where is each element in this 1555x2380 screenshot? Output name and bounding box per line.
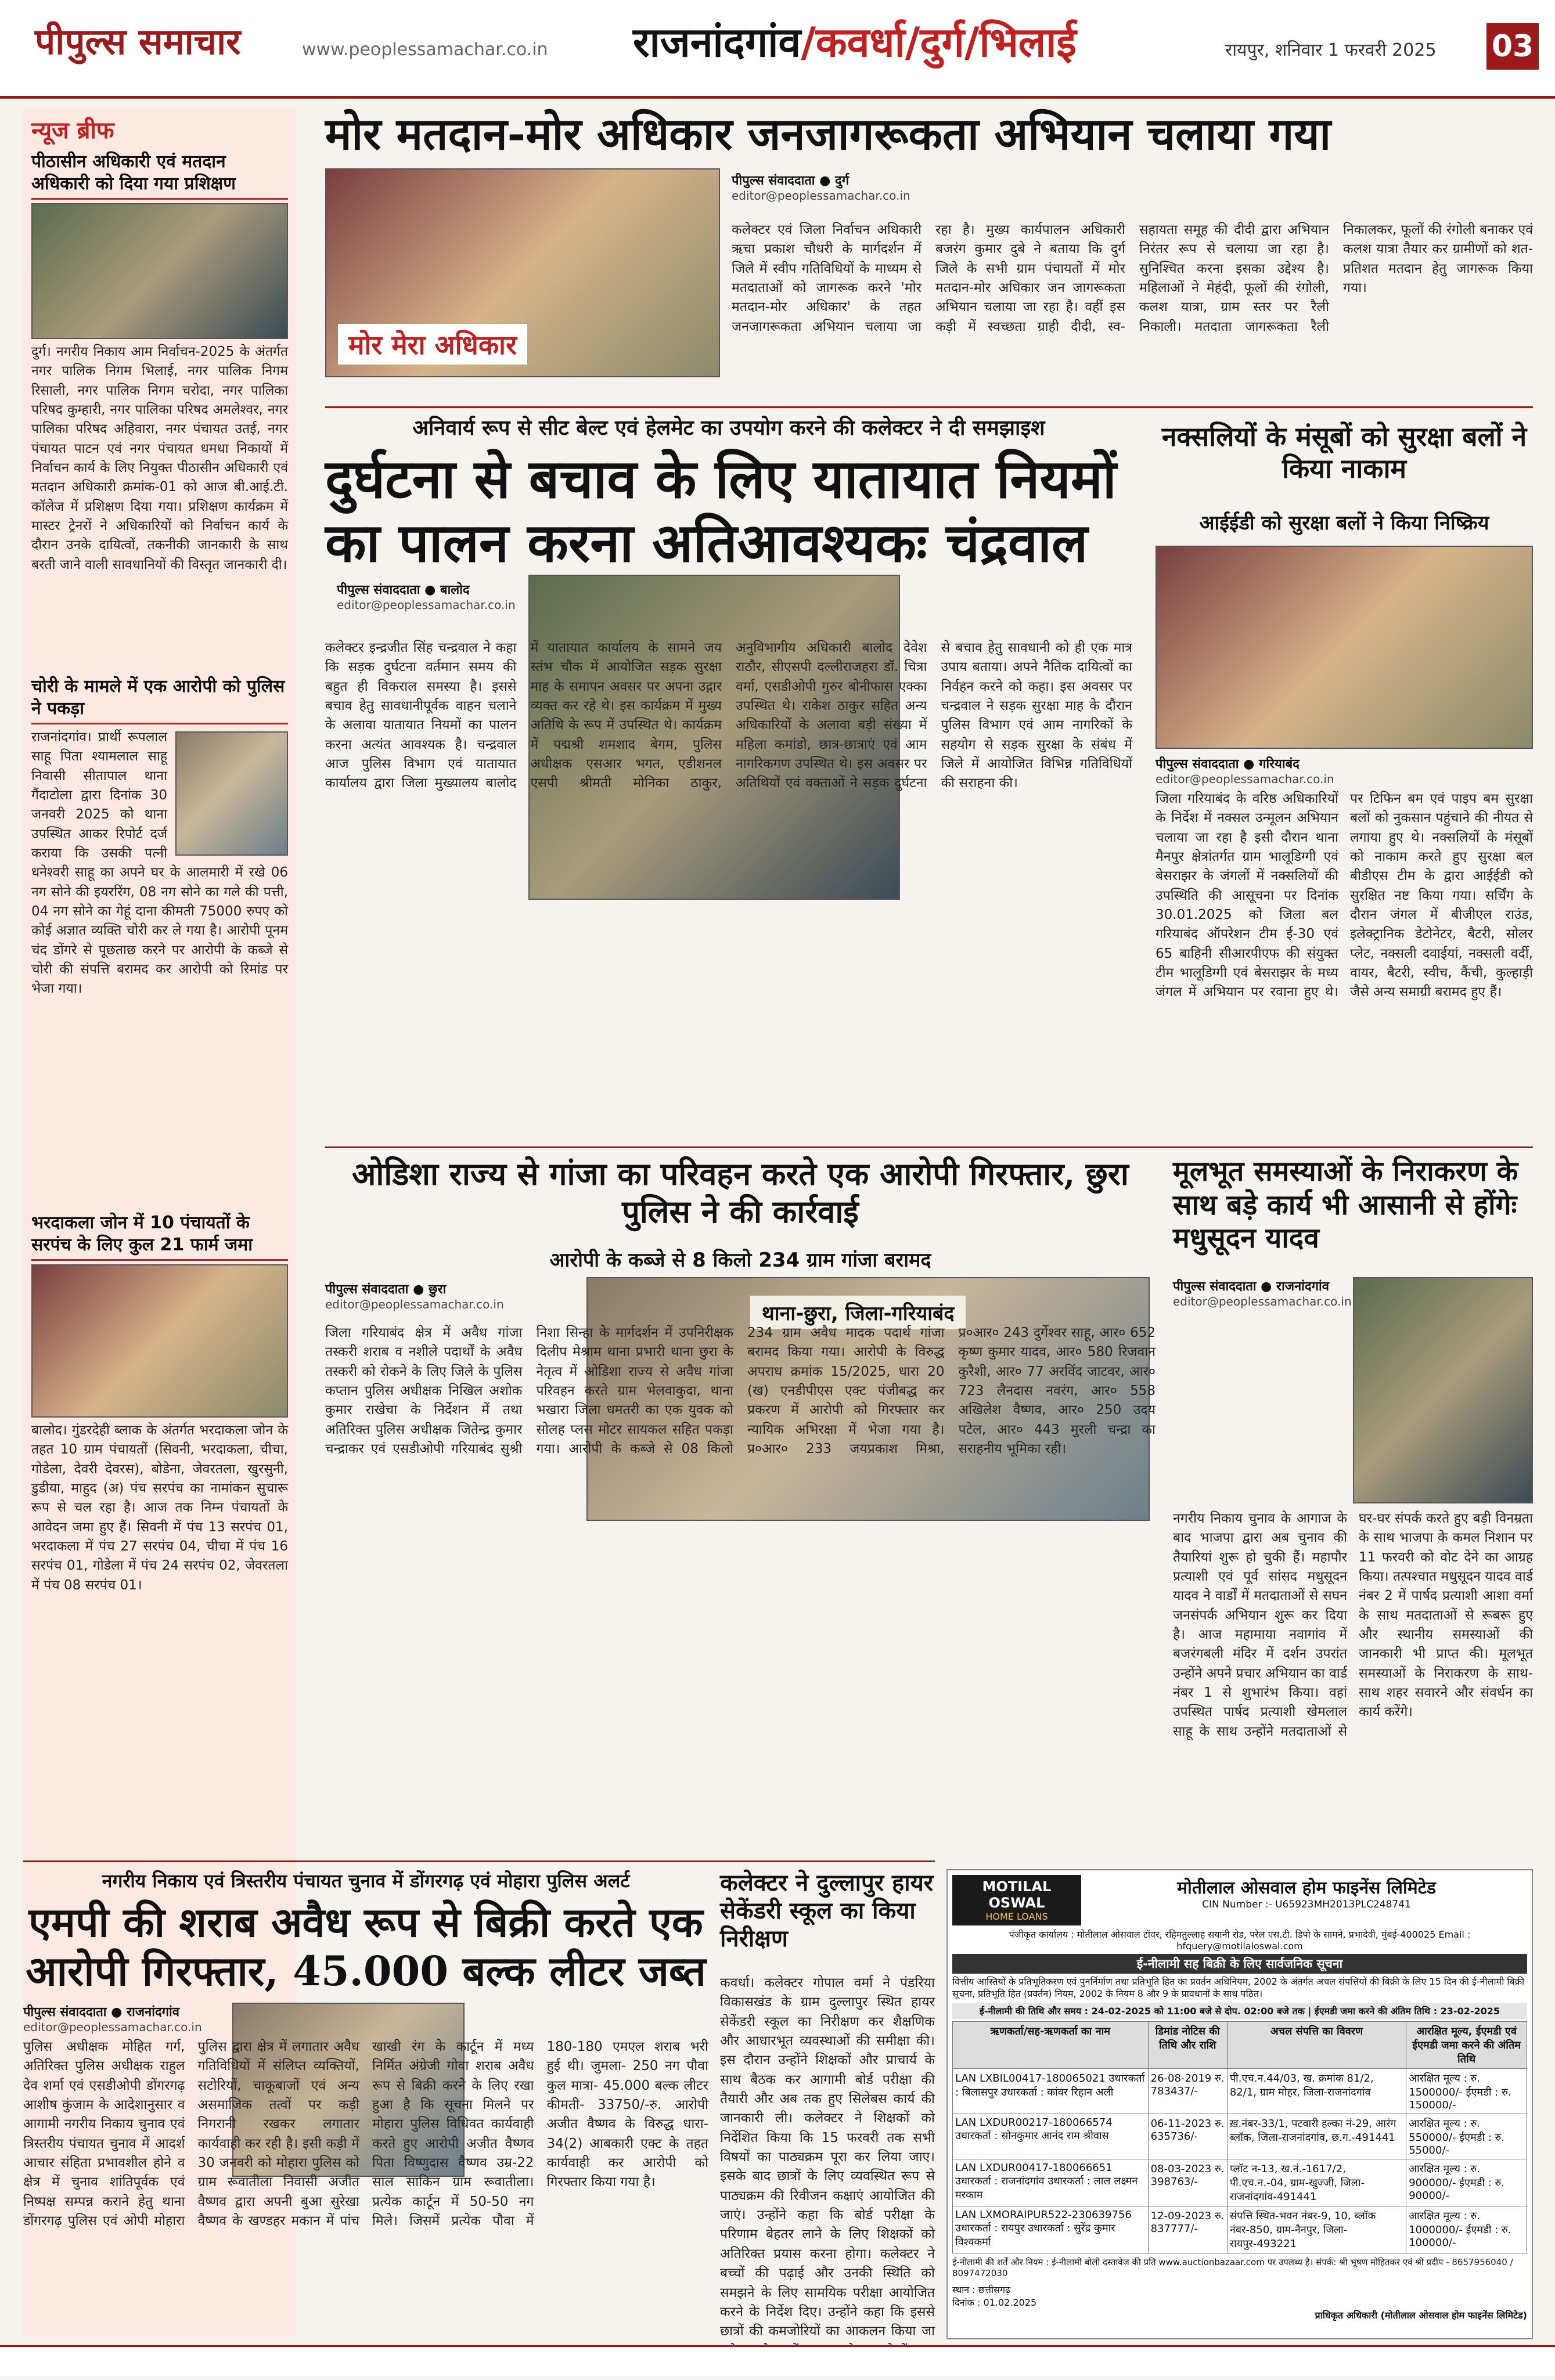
story-1-photo-banner: मोर मेरा अधिकार (338, 324, 527, 365)
story-5-headline: मूलभूत समस्याओं के निराकरण के साथ बड़े कार्य भी आसानी से होंगेः मधुसूदन यादव (1173, 1155, 1518, 1255)
table-row (953, 2159, 1527, 2206)
story-2-byline (337, 580, 546, 612)
story-6-body: पुलिस अधीक्षक मोहित गर्ग, अतिरिक्त पुलिस अधीक्षक राहुल देव शर्मा एवं एसडीओपी डोंगरगढ़ आशीष कुंजाम के आदेशानुसार व आगामी नगरीय निकाय चुनाव एवं त्रिस्तरीय पंचायत चुनाव में आदर्श आचार संहिता प्रभावशील होने व क्षेत्र में चुनाव शांतिपूर्वक एवं निष्पक्ष सम्पन्न कराने हेतु थाना डोंगरगढ़ पुलिस एवं ओपी मोहारा पुलिस द्वारा क्षेत्र में लगातार अवैध गतिविधियों में संलिप्त व्यक्तियों, सटोरियों, चाकूबाजों एवं अन्य असमाजिक तत्वों पर कड़ी निगरानी रखकर लगातार कार्यवाही कर रही है। इसी कड़ी में 30 जनवरी को मोहारा पुलिस को ग्राम रूवातीला निवासी अजीत वैष्णव द्वारा अपनी बुआ सुरेखा वैष्णव के खण्डहर मकान में पांच खाखी रंग के कार्टून में मध्य निर्मित अंग्रेजी गोवा शराब अवैध रूप से बिक्री करने के लिए रखा हुआ है कि सूचना मिलने पर मोहारा पुलिस विधिवत कार्यवाही करते हुए आरोपी अजीत वैष्णव पिता विष्णुदास वैष्णव उम्र-22 साल साकिन ग्राम रूवातीला। प्रत्येक कार्टून में 50-50 नग मिले। जिसमें प्रत्येक पौवा में 180-180 एमएल शराब भरी हुई थी। जुमला- 250 नग पौवा कुल मात्रा- 45.000 बल्क लीटर कीमती- 33750/-रु. आरोपी अजीत वैष्णव के विरुद्ध धारा- 34(2) आबकारी एक्ट के तहत कार्यवाही कर आरोपी को गिरफ्तार किया गया है। (23, 2039, 708, 2229)
story-3-body: जिला गरियाबंद के वरिष्ठ अधिकारियों के निर्देश में नक्सल उन्मूलन अभियान चलाया जा रहा है इसी दौरान थाना मैनपुर क्षेत्रांतर्गत ग्राम भालूडिग्गी एवं बेसराझर के जंगलों में नक्सलियों की उपस्थिति की आसूचना पर दिनांक 30.01.2025 को जिला बल गरियाबंद ऑपरेशन टीम ई-30 एवं 65 बाहिनी सीआरपीएफ की संयुक्त टीम भालूडिग्गी एवं बेसराझर के मध्य जंगल में अभियान पर रवाना हुए थे। पर टिफिन बम एवं पाइप बम सुरक्षा बलों को नुकसान पहुंचाने की नीयत से लगाया हुए थे। नक्सलियों के मंसूबों को नाकाम करते हुए सुरक्षा बल बीडीएस टीम के द्वारा आईईडी को सुरक्षित नष्ट किया गया। सर्चिंग के दौरान जंगल में बीजीएल राउंड, इलेक्ट्रानिक डेटोनेटर, बैटरी, सोलर प्लेट, नक्सली दवाईयां, नक्सली वर्दी, वायर, बैटरी, स्वीच, कैंची, कुल्हाड़ी जैसे अन्य समाग्री बरामद हुए हैं। (1156, 791, 1533, 1000)
edition-city-primary: राजनांदगांव (633, 19, 801, 66)
table-cell: ख़.नंबर-33/1, पटवारी हल्का नं-29, आरंग ब्लॉक, जिला-राजनांदगांव, छ.ग.-491441 (1227, 2114, 1406, 2159)
table-cell: संपत्ति स्थित-भवन नंबर-9, 10, ब्लॉक नंबर-850, ग्राम-नैनपुर, जिला-रायपुर-493221 (1227, 2206, 1406, 2253)
brief-item-3-body: बालोद। गुंडरदेही ब्लाक के अंतर्गत भरदाकला जोन के तहत 10 ग्राम पंचायतों (सिवनी, भरदाकला, चीचा, गोडेला, देवरी देवरस), बोडेना, जेवरतला, खुरसुनी, डुडीया, माहुद (अ) पंच सरपंच का नामांकन सुचारू रूप से चल रहा है। आज तक निम्न पंचायतों के आवेदन जमा हुए हैं। सिवनी में पंच 13 सरपंच 01, भरदाकला में पंच 27 सरपंच 04, चीचा में पंच 16 सरपंच 01, गोडेला में पंच 24 सरपंच 02, जेवरतला में पंच 08 सरपंच 01। (31, 1423, 288, 1593)
story-4-byline-text: पीपुल्स संवाददाता ● छुरा (325, 1282, 447, 1297)
story-7-body: कवर्धा। कलेक्टर गोपाल वर्मा ने पंडरिया विकासखंड के ग्राम दुल्लापुर स्थित हायर सेकेंडरी स्कूल का निरीक्षण कर शैक्षणिक और आधारभूत व्यवस्थाओं की समीक्षा की। इस दौरान उन्होंने शिक्षकों और प्राचार्य के साथ बैठक कर आगामी बोर्ड परीक्षा की तैयारी और अब तक हुए सिलेबस कार्य की जानकारी ली। कलेक्टर ने शिक्षकों को निर्देशित किया कि 15 फरवरी तक सभी विषयों का पाठ्यक्रम पूरा कर लिया जाए। इसके बाद छात्रों के लिए व्यवस्थित रूप से पाठ्यक्रम की रिवीजन कक्षाएं आयोजित की जाएं। उन्होंने कहा कि बोर्ड परीक्षा के परिणाम बेहतर लाने के लिए शिक्षकों को अतिरिक्त प्रयास करना होगा। कलेक्टर ने बच्चों की पढ़ाई और उनकी स्थिति को समझने के लिए सामयिक परीक्षा आयोजित करने के निर्देश दिए। उन्होंने कहा कि इससे छात्रों की कमजोरियों का आकलन किया जा (720, 1975, 935, 2339)
edition-cities (633, 13, 1077, 68)
table-cell: आरक्षित मूल्य : रु. 1500000/- ईएमडी : रु. 150000/- (1406, 2068, 1527, 2114)
ad-sign-off: प्राधिकृत अधिकारी (मोतीलाल ओसवाल होम फाइनेंस लिमिटेड) (1315, 2309, 1527, 2321)
story-2-email[interactable]: editor@peoplessamachar.co.in (337, 598, 516, 612)
ad-footer: ई-नीलामी की शर्तें और नियम : ई-नीलामी बोली दस्तावेज की प्रति www.auctionbazaar.com पर उपलब्ध है। संपर्क: श्री भूषण मोहितकर एवं श्री प्रदीप - 8657956040 / 8097472030 (952, 2256, 1513, 2279)
ad-sign-place: स्थान : छत्तीसगढ़ (952, 2284, 1010, 2295)
divider (325, 1146, 1533, 1148)
brief-item-2-photo (175, 731, 288, 856)
story-6-byline (23, 2003, 215, 2034)
masthead (0, 0, 1555, 99)
ad-brand-sub: HOME LOANS (985, 1911, 1048, 1922)
table-cell: 12-09-2023 रु. 837777/- (1148, 2206, 1227, 2253)
story-2-headline: दुर्घटना से बचाव के लिए यातायात नियमों का पालन करना अतिआवश्यकः चंद्रवाल (325, 448, 1117, 575)
story-6-byline-text: पीपुल्स संवाददाता ● राजनांदगांव (23, 2005, 179, 2020)
auction-table-header (953, 2021, 1527, 2068)
divider (23, 1860, 935, 1862)
ad-sign-block (952, 2283, 1527, 2321)
motilal-oswal-notice-ad (946, 1869, 1533, 2339)
divider (325, 406, 1533, 408)
story-2-kicker: अनिवार्य रूप से सीट बेल्ट एवं हेलमेट का उपयोग करने की कलेक्टर ने दी समझाइश (412, 416, 1045, 440)
table-header-cell: आरक्षित मूल्य, ईएमडी एवं ईएमडी जमा करने की अंतिम तिथि (1406, 2021, 1527, 2068)
brief-item-1-photo (31, 203, 288, 339)
table-cell: 06-11-2023 रु. 635736/- (1148, 2114, 1227, 2159)
story-2-body: कलेक्टर इन्द्रजीत सिंह चन्द्रवाल ने कहा कि सड़क दुर्घटना वर्तमान समय की बहुत ही विकराल समस्या है। इससे बचाव हेतु सावधानीपूर्वक वाहन चलाने के अलावा यातायात नियमों का पालन करना अत्यंत आवश्यक है। चन्द्रवाल आज पुलिस विभाग एवं यातायात कार्यालय द्वारा जिला मुख्यालय बालोद में यातायात कार्यालय के सामने जय स्तंभ चौक में आयोजित सड़क सुरक्षा माह के समापन अवसर पर अपना उद्गार व्यक्त कर रहे थे। इस कार्यक्रम में मुख्य अतिथि के रूप में उपस्थित थे। कार्यक्रम में पद्मश्री शमशाद बेगम, पुलिस अधीक्षक एसआर भगत, एडीशनल एसपी श्रीमती मोनिका ठाकुर, अनुविभागीय अधिकारी बालोद देवेश राठौर, सीएसपी दल्लीराजहरा डॉ. चित्रा वर्मा, एसडीओपी गुरुर बोनीफास एक्का उपस्थित थे। राकेश ठाकुर सहित अन्य अधिकारियों के अलावा बड़ी संख्या में महिला कमांडो, छात्र-छात्राएं एवं आम नागरिकगण उपस्थित थे। इस अवसर पर अतिथियों एवं वक्ताओं ने सड़क दुर्घटना से बचाव हेतु सावधानी को ही एक मात्र उपाय बताया। अपने नैतिक दायित्वों का निर्वहन करने को कहा। इस अवसर पर चन्द्रवाल ने सड़क सुरक्षा माह के दौरान पुलिस विभाग एवं आम नागरिकों के सहयोग से सड़क सुरक्षा के संबंध में जिले में आयोजित विभिन्न गतिविधियों की सराहना की। (325, 640, 1132, 791)
brief-item-1-body: दुर्ग। नगरीय निकाय आम निर्वाचन-2025 के अंतर्गत नगर पालिक निगम भिलाई, नगर पालिक निगम रिसाली, नगर पालिक निगम चरोदा, नगर पालिका परिषद कुम्हारी, नगर पालिका परिषद अमलेश्वर, नगर पालिका परिषद अहिवारा, नगर पंचायत उतई, नगर पंचायत पाटन एवं नगर पंचायत धमधा निकायों में निर्वाचन कार्य के लिए नियुक्त पीठासीन अधिकारी एवं मतदान अधिकारी क्रमांक-01 को आज बी.आई.टी. कॉलेज में प्रशिक्षण दिया गया। प्रशिक्षण कार्यक्रम में मास्टर ट्रेनरों ने अधिकारियों को निर्वाचन कार्य के दौरान उनके दायित्वों, तकनीकी जानकारी के साथ बरती जाने वाली सावधानियों की विस्तृत जानकारी दी। (31, 344, 288, 572)
ad-brand-block (952, 1875, 1081, 1925)
ad-auction-line: ई-नीलामी की तिथि और समय : 24-02-2025 को 11:00 बजे से दोप. 02:00 बजे तक | ईएमडी जमा करने की अंतिम तिथि : 23-02-2025 (952, 2003, 1527, 2019)
story-5-byline-text: पीपुल्स संवाददाता ● राजनांदगांव (1173, 1279, 1329, 1294)
table-cell: आरक्षित मूल्य : रु. 900000/- ईएमडी : रु. 90000/- (1406, 2159, 1527, 2206)
table-cell: आरक्षित मूल्य : रु. 550000/- ईएमडी : रु. 55000/- (1406, 2114, 1527, 2159)
story-1-headline: मोर मतदान-मोर अधिकार जनजागरूकता अभियान चलाया गया (325, 108, 1331, 160)
story-4-byline (325, 1280, 557, 1311)
ad-title: मोतीलाल ओसवाल होम फाइनेंस लिमिटेड (1177, 1878, 1436, 1898)
table-row (953, 2068, 1527, 2114)
brief-item-3-photo (31, 1264, 288, 1418)
story-1-body: कलेक्टर एवं जिला निर्वाचन अधिकारी ऋचा प्रकाश चौधरी के मार्गदर्शन में जिले में स्वीप गतिविधियों के माध्यम से मतदाताओं को जागरूक करने 'मोर मतदान-मोर अधिकार' के तहत जनजागरूकता अभियान चलाया जा रहा है। मुख्य कार्यपालन अधिकारी बजरंग कुमार दुबे ने बताया कि दुर्ग जिले के सभी ग्राम पंचायतों में मोर मतदान-मोर अधिकार जन जागरूकता अभियान चलाया जा रहा है। वहीं इस कड़ी में स्वच्छता ग्राही दीदी, स्व-सहायता समूह की दीदी द्वारा अभियान निरंतर रूप से चलाया जा रहा है। सुनिश्चित करना इसका उद्देश्य है। महिलाओं ने मेहंदी, फूलों की रंगोली, कलश यात्रा, ग्राम स्तर पर रैली निकाली। मतदाता जागरूकता रैली निकालकर, फूलों की रंगोली बनाकर एवं कलश यात्रा तैयार कर ग्रामीणों को शत-प्रतिशत मतदान हेतु जागरूक किया गया। (732, 222, 1533, 334)
table-cell: प्लॉट न-13, ख.नं.-1617/2, पी.एच.न.-04, ग्राम-खुज्जी, जिला-राजनांदगांव-491441 (1227, 2159, 1406, 2206)
auction-table (952, 2021, 1527, 2253)
table-cell: पी.एच.न.44/03, ख. क्रमांक 81/2, 82/1, ग्राम मोहर, जिला-राजनांदगांव (1227, 2068, 1406, 2114)
brief-item-3-headline: भरदाकला जोन में 10 पंचायतों के सरपंच के लिए कुल 21 फार्म जमा (31, 1212, 288, 1261)
ad-address: पंजीकृत कार्यालय : मोतीलाल ओसवाल टॉवर, रहिमतुल्लाह सयानी रोड, परेल एस.टी. डिपो के सामने, प्रभादेवी, मुंबई-400025 Email : hfquery@motilaloswal.com (1009, 1929, 1471, 1952)
brief-item-1-headline: पीठासीन अधिकारी एवं मतदान अधिकारी को दिया गया प्रशिक्षण (31, 151, 288, 200)
table-cell: 26-08-2019 रु. 783437/- (1148, 2068, 1227, 2114)
table-cell: आरक्षित मूल्य : रु. 1000000/- ईएमडी : रु. 100000/- (1406, 2206, 1527, 2253)
story-1-photo (325, 168, 720, 377)
story-4-subhead: आरोपी के कब्जे से 8 किलो 234 ग्राम गांजा बरामद (549, 1249, 931, 1272)
story-5-email[interactable]: editor@peoplessamachar.co.in (1173, 1294, 1352, 1308)
story-3-email[interactable]: editor@peoplessamachar.co.in (1156, 772, 1334, 786)
table-row (953, 2114, 1527, 2159)
story-3-photo (1156, 546, 1533, 749)
table-header-cell: ऋणकर्ता/सह-ऋणकर्ता का नाम (953, 2021, 1149, 2068)
table-header-cell: डिमांड नोटिस की तिथि और राशि (1148, 2021, 1227, 2068)
story-3-subhead: आईईडी को सुरक्षा बलों ने किया निष्क्रिय (1199, 511, 1489, 535)
story-6-headline: एमपी की शराब अवैध रूप से बिक्री करते एक आरोपी गिरफ्तार, 45.000 बल्क लीटर जब्त (26, 1898, 706, 1995)
website-link[interactable]: www.peoplessamachar.co.in (302, 39, 548, 60)
ad-sign-date: दिनांक : 01.02.2025 (952, 2296, 1037, 2308)
story-3-byline (1156, 755, 1533, 786)
story-1-byline-text: पीपुल्स संवाददाता ● दुर्ग (732, 174, 850, 188)
story-5-byline (1173, 1277, 1352, 1308)
story-7-headline: कलेक्टर ने दुल्लापुर हायर सेकेंडरी स्कूल का किया निरीक्षण (720, 1869, 934, 1952)
story-3-headline: नक्सलियों के मंसूबों को सुरक्षा बलों ने किया नाकाम (1161, 421, 1527, 485)
story-5-photo (1353, 1277, 1533, 1503)
story-4-body: जिला गरियाबंद क्षेत्र में अवैध गांजा तस्करी शराब व नशीले पदार्थों के अवैध तस्करी को रोकने के लिए जिले के पुलिस कप्तान पुलिस अधीक्षक निखिल अशोक कुमार राखेचा के निर्देशन में तथा अतिरिक्त पुलिस अधीक्षक जितेन्द्र कुमार चन्द्राकर एवं एसडीओपी गरियाबंद सुश्री निशा सिन्हा के मार्गदर्शन में उपनिरीक्षक दिलीप मेश्राम थाना प्रभारी थाना छुरा के नेतृत्व में ओडिशा राज्य से अवैध गांजा परिवहन करते ग्राम भेलवाकुदा, थाना भखारा जिला धमतरी का एक युवक को सोलह प्लस मोटर सायकल सहित पकड़ा गया। आरोपी के कब्जे से 08 किलो 234 ग्राम अवैध मादक पदार्थ गांजा बरामद किया गया। आरोपी के विरुद्ध अपराध क्रमांक 15/2025, धारा 20 (ख) एनडीपीएस एक्ट पंजीबद्ध कर प्रकरण में आरोपी को गिरफ्तार कर न्यायिक अभिरक्षा में भेजा गया है। प्र०आर० 233 जयप्रकाश मिश्रा, प्र०आर० 243 दुर्गेश्वर साहू, आर० 652 कृष्ण कुमार यादव, आर० 580 रिजवान कुरैशी, आर० 77 अरविंद जाटवर, आर० 723 लैनदास नवरंग, आर० 558 अखिलेश वैष्णव, आर० 250 उदय पटेल, आर० 443 मुरली चन्द्रा का सराहनीय भूमिका रही। (325, 1325, 1156, 1457)
newspaper-logo[interactable]: पीपुल्स समाचार (35, 20, 241, 63)
story-6-kicker: नगरीय निकाय एवं त्रिस्तरीय पंचायत चुनाव में डोंगरगढ़ एवं मोहारा पुलिस अलर्ट (102, 1870, 630, 1892)
news-brief-column (23, 107, 296, 2336)
table-cell: LAN LXMORAIPUR522-230639756 उधारकर्ता : रायपुर उधारकर्ता : सुरेंद्र कुमार विश्वकर्मा (953, 2206, 1149, 2253)
ad-notice-title: ई-नीलामी सह बिक्री के लिए सार्वजनिक सूचना (952, 1954, 1527, 1974)
page-number: 03 (1486, 23, 1539, 70)
brief-item-2-body: राजनांदगांव। प्रार्थी रूपलाल साहू पिता श्यामलाल साहू निवासी सीतापाल थाना गैंदाटोला द्वारा दिनांक 30 जनवरी 2025 को थाना उपस्थित आकर रिपोर्ट दर्ज कराया कि उसकी पत्नी धनेश्वरी साहू का अपने घर के आलमारी में रखे 06 नग सोने की इयररिंग, 08 नग सोने का गले की पत्ती, 04 नग सोने का गेहूं दाना कीमती 75000 रुपए को कोई अज्ञात व्यक्ति चोरी कर ले गया है। आरोपी पूनम चंद डोंगरे से पूछताछ करने पर आरोपी के कब्जे से चोरी की संपत्ति बरामद कर आरोपी को रिमांड पर भेजा गया। (31, 730, 288, 997)
story-6-email[interactable]: editor@peoplessamachar.co.in (23, 2020, 202, 2034)
issue-date: रायपुर, शनिवार 1 फरवरी 2025 (1225, 40, 1437, 60)
table-cell: LAN LXBIL00417-180065021 उधारकर्ता : बिलासपुर उधारकर्ता : कांवर रिहान अली (953, 2068, 1149, 2114)
table-cell: LAN LXDUR00217-180066574 उधारकर्ता : सोनकुमार आनंद राम श्रीवास (953, 2114, 1149, 2159)
story-4-email[interactable]: editor@peoplessamachar.co.in (325, 1297, 504, 1311)
story-4-photo-banner: थाना-छुरा, जिला-गरियाबंद (750, 1296, 966, 1329)
story-1-email[interactable]: editor@peoplessamachar.co.in (732, 189, 910, 203)
story-3-byline-text: पीपुल्स संवाददाता ● गरियाबंद (1156, 757, 1300, 771)
edition-city-secondary: /कवर्धा/दुर्ग/भिलाई (801, 19, 1077, 66)
ad-brand: MOTILAL OSWAL (982, 1878, 1052, 1911)
ad-notice-body: वित्तीय आस्तियों के प्रतिभूतिकरण एवं पुनर्निर्माण तथा प्रतिभूति हित का प्रवर्तन अधिनियम, 2002 के अंतर्गत अचल संपत्तियों की बिक्री के लिए 15 दिन की ई-नीलामी बिक्री सूचना, प्रतिभूति हित (प्रवर्तन) नियम, 2002 के नियम 8 और 9 के प्रावधानों के साथ पठित। (952, 1976, 1525, 1999)
story-5-body: नगरीय निकाय चुनाव के आगाज के बाद भाजपा द्वारा अब चुनाव की तैयारियां शुरू हो चुकी हैं। महापौर प्रत्याशी एवं पूर्व सांसद मधुसूदन यादव ने वार्डों में मतदाताओं से सघन जनसंपर्क अभियान शुरू कर दिया है। आज महामाया नवागांव में बजरंगबली मंदिर में दर्शन उपरांत उन्होंने अपने प्रचार अभियान का वार्ड नंबर 1 से शुभारंभ किया। वहां उपस्थित पार्षद प्रत्याशी खेमलाल साहू के साथ उन्होंने मतदाताओं से घर-घर संपर्क करते हुए बड़ी विनम्रता के साथ भाजपा के कमल निशान पर 11 फरवरी को वोट देने का आग्रह किया। तत्पश्चात मधुसूदन यादव वार्ड नंबर 2 में पार्षद प्रत्याशी आशा वर्मा के साथ मतदाताओं से रूबरू हुए और स्थानीय समस्याओं की जानकारी भी प्राप्त की। मूलभूत समस्याओं के निराकरण के साथ-साथ शहर सवारने और संवर्धन का कार्य करेंगे। (1173, 1511, 1533, 1739)
brief-item-2-headline: चोरी के मामले में एक आरोपी को पुलिस ने पकड़ा (31, 676, 288, 724)
table-header-cell: अचल संपत्ति का विवरण (1227, 2021, 1406, 2068)
page-footer-bar (0, 2345, 1555, 2377)
table-cell: LAN LXDUR00417-180066651 उधारकर्ता : राजनांदगांव उधारकर्ता : लाल लक्ष्मन मरकाम (953, 2159, 1149, 2206)
table-cell: 08-03-2023 रु. 398763/- (1148, 2159, 1227, 2206)
story-1-byline (732, 171, 923, 203)
ad-cin: CIN Number :- U65923MH2013PLC248741 (1202, 1899, 1411, 1910)
story-2-byline-text: पीपुल्स संवाददाता ● बालोद (337, 583, 470, 597)
table-row (953, 2206, 1527, 2253)
story-4-headline: ओडिशा राज्य से गांजा का परिवहन करते एक आरोपी गिरफ्तार, छुरा पुलिस ने की कार्रवाई (352, 1155, 1129, 1230)
news-brief-title: न्यूज ब्रीफ (31, 117, 114, 144)
